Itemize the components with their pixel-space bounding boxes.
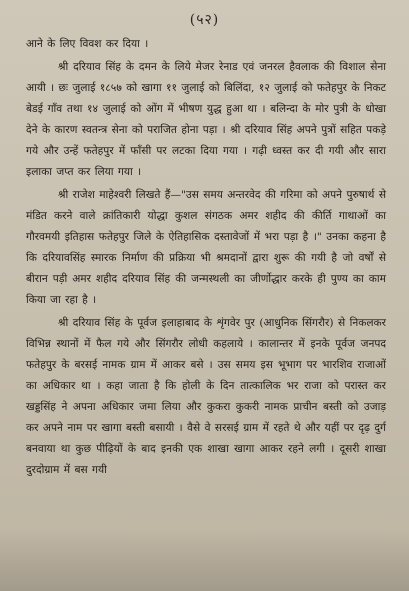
page-number: (५२)	[189, 12, 220, 28]
paragraph-continuation: आने के लिए विवश कर दिया ।	[26, 38, 149, 50]
paragraph-ancestry: श्री दरियाव सिंह के पूर्वज इलाहाबाद के शृंगवेर पुर (आधुनिक सिंगरौर) से निकलकर विभिन्न स्थानों में फैल गये और सिंगरौर लोधी कहलाये । कालान्तर में इनके पूर्वज जनपद फतेहपुर के बरसई नामक ग्राम में आकर बसे । उस समय इस भूभाग पर भारशिव राजाओं का अधिकार था । कहा जाता है कि होली के दिन तात्कालिक भर राजा को परास्त कर खड्डसिंह ने अपना अधिकार जमा लिया और कुकरा कुकरी नामक प्राचीन बस्ती को उजाड़ कर अपने नाम पर खागा बस्ती बसायी । वैसे वे सरसई ग्राम में रहते थे और यहीं पर दृढ़ दुर्ग बनवाया था कुछ पीढ़ियों के बाद इनकी एक शाखा खागा आकर रहने लगी । दूसरी शाखा दुरदोग्राम में बस गयी	[26, 317, 386, 476]
page-body	[26, 34, 386, 481]
paragraph-battle-history: श्री दरियाव सिंह के दमन के लिये मेजर रेनाड एवं जनरल हैवलाक की विशाल सेना आयी । छः जुलाई १८५७ को खागा ११ जुलाई को बिलिंदा, १२ जुलाई को फतेहपुर के निकट बेडई गाँव तथा १४ जुलाई को ओंग में भीषण युद्ध हुआ था । बलिन्दा के मोर पुत्री के धोखा देने के कारण स्वतन्त्र सेना को पराजित होना पड़ा । श्री दरियाव सिंह अपने पुत्रों सहित पकड़े गये और उन्हें फतेहपुर में फाँसी पर लटका दिया गया । गढ़ी ध्वस्त कर दी गयी और सारा इलाका जप्त कर लिया गया ।	[26, 61, 386, 178]
paragraph-quote-rajesh: श्री राजेश माहेश्वरी लिखते हैं—"उस समय अन्तरवेद की गरिमा को अपने पुरुषार्थ से मंडित करने वाले क्रांतिकारी योद्धा कुशल संगठक अमर शहीद की कीर्ति गाथाओं का गौरवमयी इतिहास फतेहपुर जिले के ऐतिहासिक दस्तावेजों में भरा पड़ा है ।" उनका कहना है कि दरियावसिंह स्मारक निर्माण की प्रक्रिया भी श्रमदानों द्वारा शुरू की गयी है जो वर्षों से बीरान पड़ी अमर शहीद दरियाव सिंह की जन्मस्थली का जीर्णोद्धार करके ही पुण्य का काम किया जा रहा है ।	[26, 189, 386, 306]
